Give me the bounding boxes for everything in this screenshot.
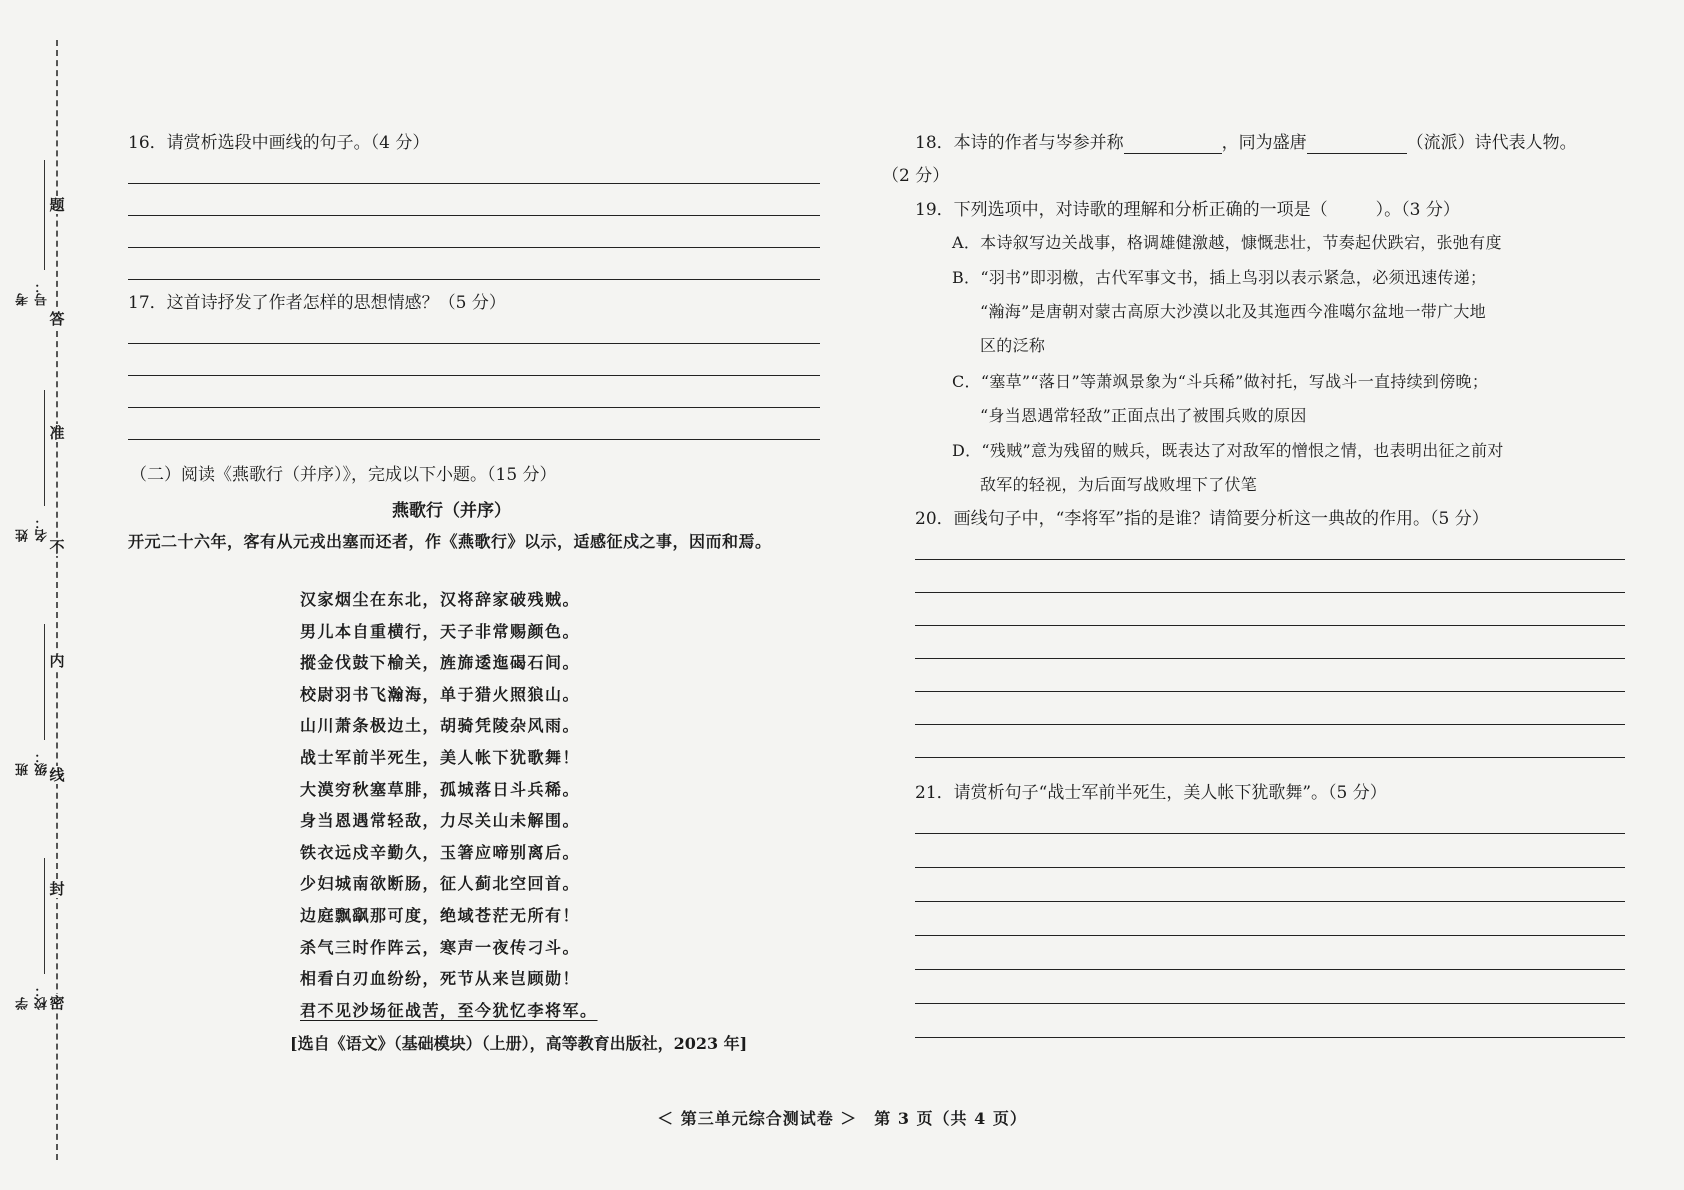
q18-blank-1[interactable] bbox=[1124, 135, 1222, 154]
seal-char: 题 bbox=[49, 196, 65, 214]
poem-line: 铁衣远戍辛勤久，玉箸应啼别离后。 bbox=[300, 842, 581, 862]
q18-text: （流派）诗代表人物。 bbox=[1406, 133, 1577, 153]
answer-line-20[interactable] bbox=[915, 658, 1625, 659]
poem-line: 汉家烟尘在东北，汉将辞家破残贼。 bbox=[300, 590, 581, 609]
q19-stem: ）。（3 分） bbox=[1375, 200, 1460, 220]
answer-line-20[interactable] bbox=[915, 625, 1625, 626]
seal-char: 不 bbox=[49, 538, 65, 556]
q19-option-d[interactable]: D．“残贼”意为残留的贼兵，既表达了对敌军的憎恨之情，也表明出征之前对 bbox=[952, 441, 1504, 460]
answer-line-16[interactable] bbox=[128, 215, 820, 216]
answer-line-20[interactable] bbox=[915, 757, 1625, 758]
q19-option-d: 敌军的轻视，为后面写战败埋下了伏笔 bbox=[980, 475, 1258, 494]
school-label: 学校： bbox=[16, 984, 50, 1010]
seal-char: 线 bbox=[49, 766, 65, 784]
answer-line-16[interactable] bbox=[128, 279, 820, 280]
answer-line-20[interactable] bbox=[915, 559, 1625, 560]
class-line bbox=[44, 624, 45, 740]
q19-stem: 19．下列选项中，对诗歌的理解和分析正确的一项是（ bbox=[915, 200, 1328, 220]
poem-line: 相看白刃血纷纷，死节从来岂顾勋！ bbox=[300, 969, 581, 989]
poem-source: [选自《语文》（基础模块）（上册），高等教育出版社，2023 年] bbox=[290, 1034, 748, 1053]
answer-line-21[interactable] bbox=[915, 969, 1625, 970]
answer-line-21[interactable] bbox=[915, 935, 1625, 936]
seal-char: 答 bbox=[49, 310, 65, 328]
poem-preface: 开元二十六年，客有从元戎出塞而还者，作《燕歌行》以示，适感征戍之事，因而和焉。 bbox=[128, 532, 772, 551]
answer-line-17[interactable] bbox=[128, 375, 820, 376]
binding-strip bbox=[0, 0, 90, 1190]
poem-line: 大漠穷秋塞草腓，孤城落日斗兵稀。 bbox=[300, 779, 581, 799]
q18-score: （2 分） bbox=[882, 166, 950, 186]
question-21: 21．请赏析句子“战士军前半死生，美人帐下犹歌舞”。（5 分） bbox=[915, 783, 1387, 803]
q19-option-b[interactable]: B．“羽书”即羽檄，古代军事文书，插上鸟羽以表示紧急，必须迅速传递； bbox=[952, 268, 1487, 287]
answer-line-20[interactable] bbox=[915, 592, 1625, 593]
exam-no-label: 考号： bbox=[16, 280, 50, 306]
poem-line: 摐金伐鼓下榆关，旌旆逶迤碣石间。 bbox=[300, 653, 581, 673]
answer-line-17[interactable] bbox=[128, 343, 820, 344]
answer-line-21[interactable] bbox=[915, 901, 1625, 902]
answer-line-17[interactable] bbox=[128, 439, 820, 440]
poem-line: 杀气三时作阵云，寒声一夜传刁斗。 bbox=[300, 937, 581, 957]
answer-line-16[interactable] bbox=[128, 247, 820, 248]
poem-line: 少妇城南欲断肠，征人蓟北空回首。 bbox=[300, 874, 581, 894]
q19-option-a[interactable]: A．本诗叙写边关战事，格调雄健激越，慷慨悲壮，节奏起伏跌宕，张弛有度 bbox=[952, 233, 1502, 252]
poem-line: 校尉羽书飞瀚海，单于猎火照狼山。 bbox=[300, 684, 581, 704]
class-label: 班级： bbox=[16, 750, 50, 776]
poem-line: 战士军前半死生，美人帐下犹歌舞！ bbox=[300, 747, 581, 767]
seal-char: 准 bbox=[49, 424, 65, 442]
question-20: 20．画线句子中，“李将军”指的是谁？请简要分析这一典故的作用。（5 分） bbox=[915, 509, 1489, 529]
answer-line-21[interactable] bbox=[915, 833, 1625, 834]
poem-line: 身当恩遇常轻敌，力尽关山未解围。 bbox=[300, 811, 581, 831]
question-18 bbox=[915, 132, 1577, 154]
poem-line-underlined: 君不见沙场征战苦，至今犹忆李将军。 bbox=[300, 1000, 598, 1020]
answer-line-21[interactable] bbox=[915, 1003, 1625, 1004]
poem-line: 边庭飘飖那可度，绝域苍茫无所有！ bbox=[300, 905, 581, 925]
question-17: 17．这首诗抒发了作者怎样的思想情感？（5 分） bbox=[128, 293, 506, 313]
poem-line: 山川萧条极边土，胡骑凭陵杂风雨。 bbox=[300, 716, 581, 736]
seal-char: 封 bbox=[49, 880, 65, 898]
answer-line-21[interactable] bbox=[915, 1037, 1625, 1038]
poem-title: 燕歌行（并序） bbox=[392, 501, 511, 521]
q18-blank-2[interactable] bbox=[1307, 135, 1407, 154]
poem-body bbox=[300, 584, 598, 1026]
answer-line-16[interactable] bbox=[128, 183, 820, 184]
name-line bbox=[44, 390, 45, 506]
q19-option-c: “身当恩遇常轻敌”正面点出了被围兵败的原因 bbox=[980, 406, 1307, 425]
answer-line-20[interactable] bbox=[915, 691, 1625, 692]
question-16: 16．请赏析选段中画线的句子。（4 分） bbox=[128, 133, 430, 153]
page-footer: ＜ 第三单元综合测试卷 ＞ 第 3 页（共 4 页） bbox=[657, 1109, 1027, 1128]
poem-line: 男儿本自重横行，天子非常赐颜色。 bbox=[300, 621, 581, 641]
q18-text: ，同为盛唐 bbox=[1221, 133, 1307, 153]
name-label: 姓名： bbox=[16, 516, 50, 542]
answer-line-20[interactable] bbox=[915, 724, 1625, 725]
q19-option-c[interactable]: C．“塞草”“落日”等萧飒景象为“斗兵稀”做衬托，写战斗一直持续到傍晚； bbox=[952, 372, 1489, 391]
seal-char: 密 bbox=[49, 994, 65, 1012]
question-19 bbox=[915, 199, 1460, 221]
answer-line-21[interactable] bbox=[915, 867, 1625, 868]
exam-no-line bbox=[44, 160, 45, 270]
q18-text: 18．本诗的作者与岑参并称 bbox=[915, 133, 1124, 153]
answer-line-17[interactable] bbox=[128, 407, 820, 408]
q19-option-b: 区的泛称 bbox=[980, 336, 1046, 355]
section-heading: （二）阅读《燕歌行（并序）》，完成以下小题。（15 分） bbox=[130, 465, 557, 485]
school-line bbox=[44, 858, 45, 974]
seal-char: 内 bbox=[49, 652, 65, 670]
q19-option-b: “瀚海”是唐朝对蒙古高原大沙漠以北及其迤西今准噶尔盆地一带广大地 bbox=[980, 302, 1486, 321]
